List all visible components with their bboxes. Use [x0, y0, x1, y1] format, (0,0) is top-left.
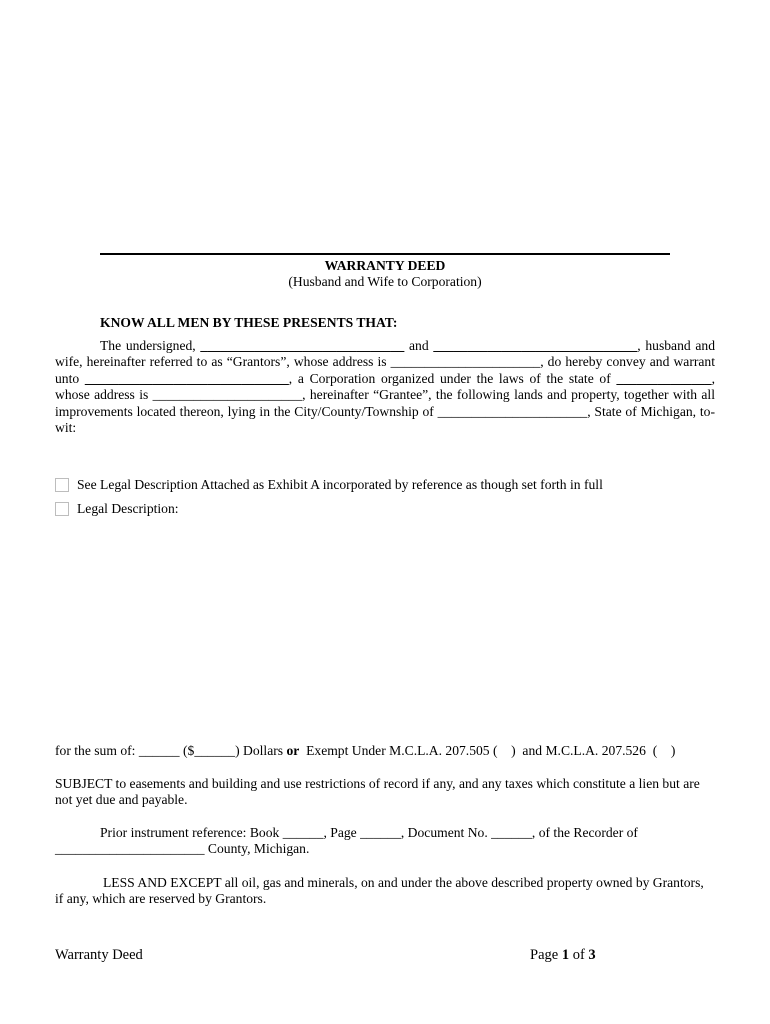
subject-paragraph: SUBJECT to easements and building and use restrictions of record if any, and any taxes which constitute a lien but are not yet due and payable.	[55, 776, 700, 808]
less-except-paragraph: LESS AND EXCEPT all oil, gas and minerals, on and under the above described property owned by Grantors, if any, which are reserved by Grantors.	[55, 875, 704, 907]
prior-reference-line-1: Prior instrument reference: Book ______, Page ______, Document No. ______, of the Recorder of	[100, 825, 638, 840]
prior-reference	[55, 825, 715, 858]
document-title: WARRANTY DEED	[324, 258, 446, 273]
grant-text-1: The undersigned,	[100, 338, 201, 353]
document-subtitle: (Husband and Wife to Corporation)	[288, 274, 482, 289]
exhibit-a-label: See Legal Description Attached as Exhibit A incorporated by reference as though set forth in full	[77, 477, 603, 492]
intro-heading: KNOW ALL MEN BY THESE PRESENTS THAT:	[100, 315, 398, 330]
consideration-text-1: for the sum of: ______ ($______) Dollars	[55, 743, 287, 758]
prior-reference-line-2: ______________________ County, Michigan.	[55, 841, 310, 857]
state-blank[interactable]: ______________	[616, 370, 712, 386]
grantee-blank[interactable]: ______________________________	[84, 370, 289, 386]
or-word: or	[286, 743, 300, 758]
footer-page-number	[530, 947, 596, 964]
page-current: 1	[561, 947, 570, 963]
footer-document-name: Warranty Deed	[55, 947, 143, 963]
grant-text-3: , a Corporation organized under the laws of the state of	[288, 370, 617, 386]
title-rule	[100, 253, 670, 255]
option-exhibit-a[interactable]	[55, 477, 603, 493]
consideration-line	[55, 743, 715, 759]
page-word: Page	[530, 947, 562, 963]
and-word: and	[404, 338, 434, 353]
grant-paragraph	[55, 338, 715, 436]
grantor1-blank[interactable]: ______________________________	[200, 338, 405, 353]
consideration-text-2: Exempt Under M.C.L.A. 207.505 ( ) and M.C.L.A. 207.526 ( )	[299, 743, 676, 758]
grant-text-2: , husband and wife, hereinafter referred to as “Grantors”, whose address is ______________________, do hereby convey and warrant unto	[55, 338, 715, 386]
page-total: 3	[588, 947, 596, 963]
exhibit-a-checkbox[interactable]	[55, 478, 69, 492]
option-legal-description[interactable]	[55, 501, 179, 517]
legal-description-label: Legal Description:	[77, 501, 179, 516]
of-word: of	[569, 947, 589, 963]
grantor2-blank[interactable]: ______________________________	[433, 338, 638, 353]
legal-description-checkbox[interactable]	[55, 502, 69, 516]
grant-text-4: , whose address is ______________________, hereinafter “Grantee”, the following lands and property, together with all improvements located thereon, lying in the City/County/Township of ______________________, State of Michigan, to-wit:	[55, 370, 715, 436]
